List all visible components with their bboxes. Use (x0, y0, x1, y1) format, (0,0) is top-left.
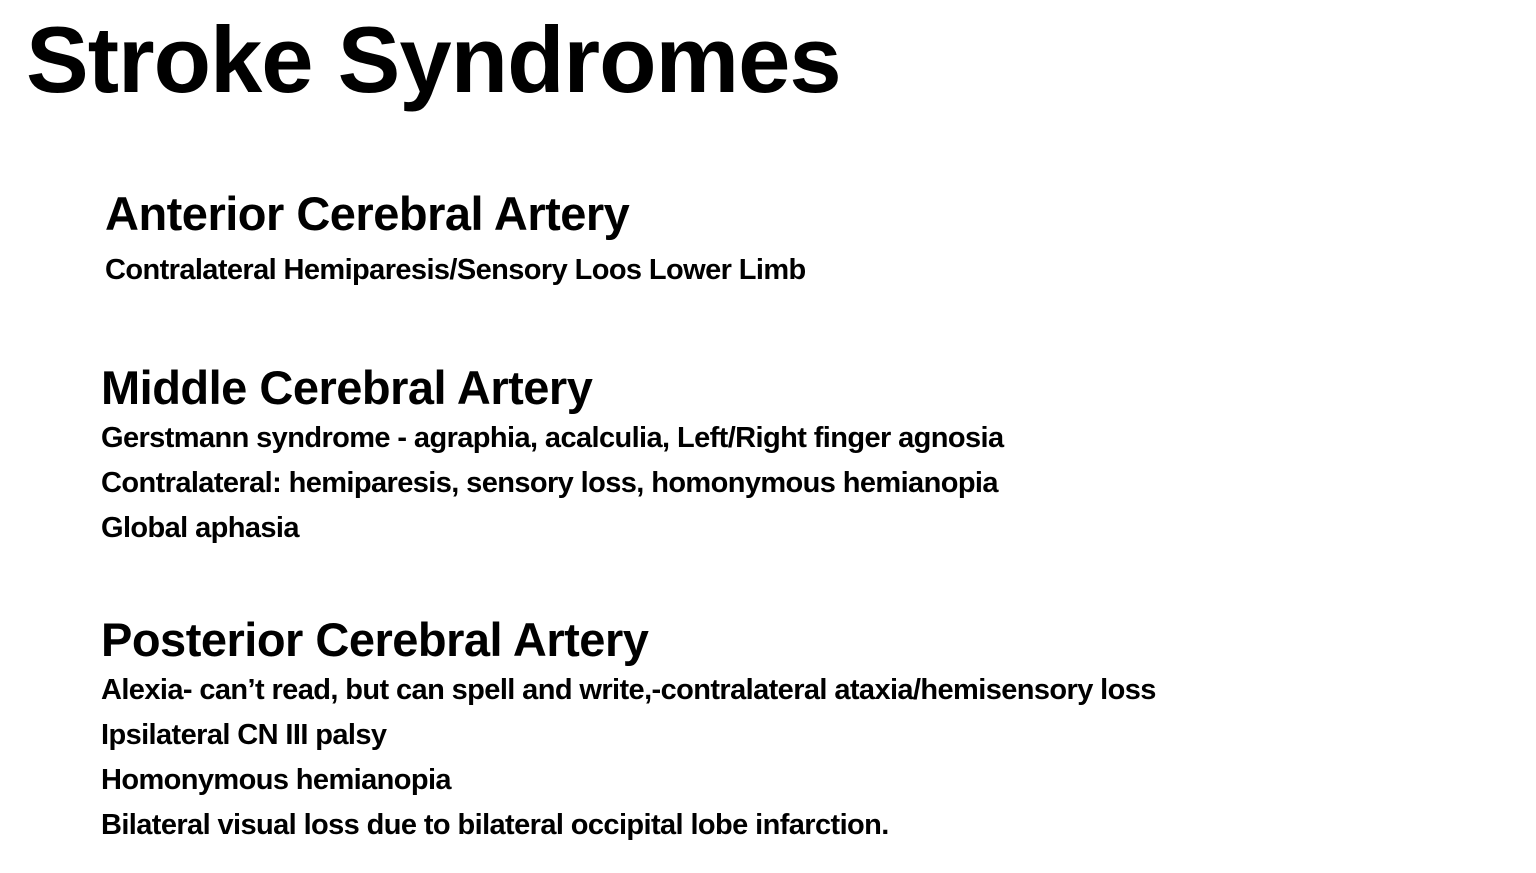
section-line: Bilateral visual loss due to bilateral occipital lobe infarction. (101, 809, 889, 841)
section-heading: Posterior Cerebral Artery (101, 613, 649, 666)
section-heading: Anterior Cerebral Artery (105, 187, 630, 240)
page-title: Stroke Syndromes (26, 7, 841, 112)
section-line: Ipsilateral CN III palsy (101, 719, 387, 751)
section-line: Gerstmann syndrome - agraphia, acalculia, Left/Right finger agnosia (101, 422, 1004, 454)
section-anterior-cerebral-artery (105, 186, 806, 293)
section-middle-cerebral-artery (101, 360, 1004, 551)
section-line: Contralateral: hemiparesis, sensory loss, homonymous hemianopia (101, 467, 998, 499)
section-heading: Middle Cerebral Artery (101, 361, 593, 414)
section-line: Homonymous hemianopia (101, 764, 451, 796)
section-posterior-cerebral-artery (101, 612, 1156, 848)
section-line: Contralateral Hemiparesis/Sensory Loos Lower Limb (105, 254, 806, 286)
section-line: Global aphasia (101, 512, 299, 544)
section-line: Alexia- can’t read, but can spell and write,-contralateral ataxia/hemisensory loss (101, 674, 1156, 706)
